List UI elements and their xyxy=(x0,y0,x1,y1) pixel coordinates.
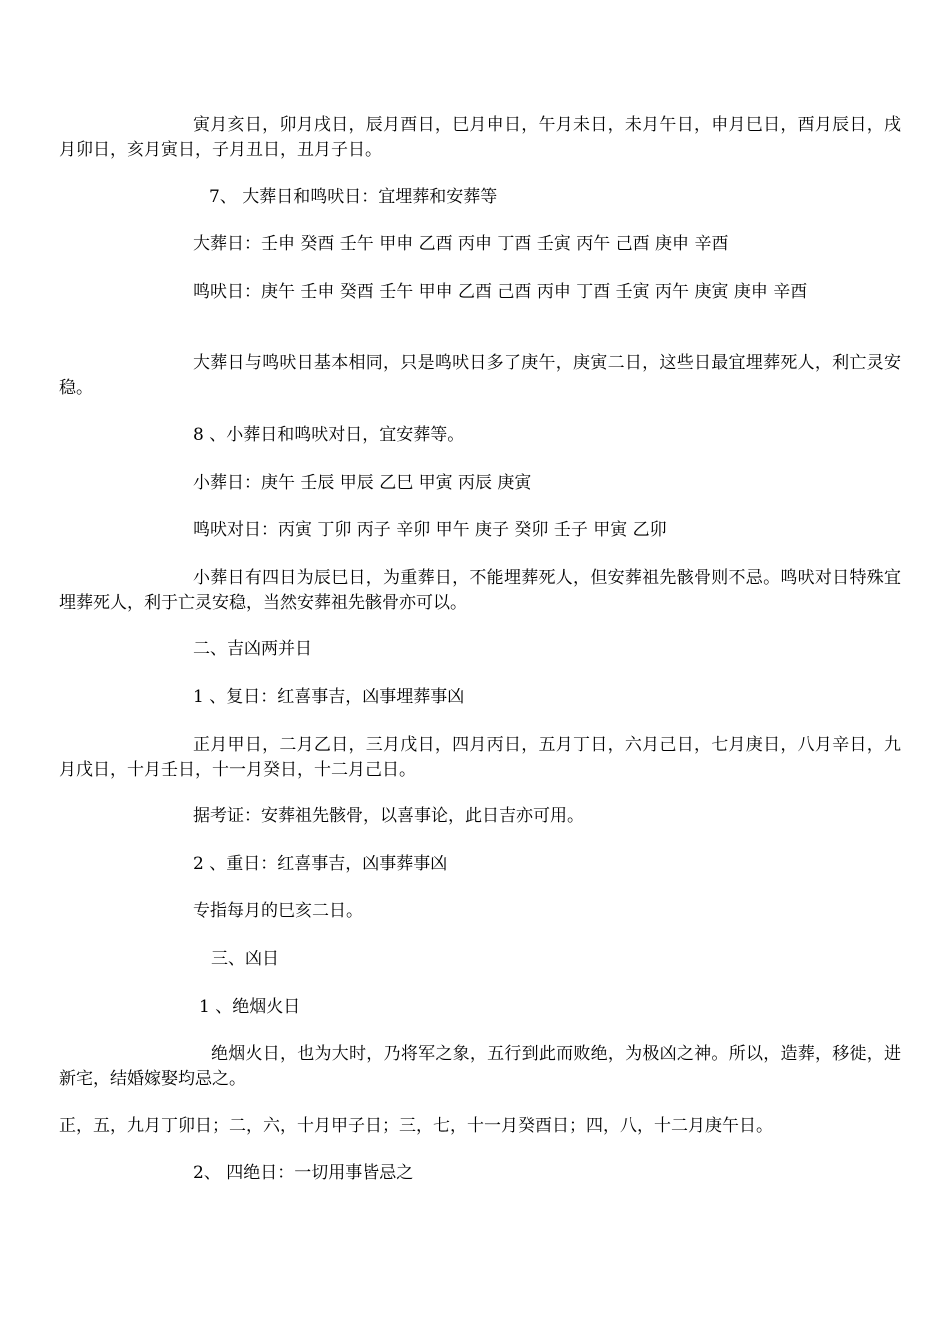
section-heading-3: 三、凶日 xyxy=(211,949,279,969)
heading-item-8: 8 、小葬日和鸣吠对日，宜安葬等。 xyxy=(193,425,465,445)
paragraph-chongday-desc: 专指每月的巳亥二日。 xyxy=(193,901,363,921)
paragraph-month-day-list: 寅月亥日，卯月戌日，辰月酉日，巳月申日，午月未日，未月午日，申月巳日，酉月辰日，戌月卯日，亥月寅日，子月丑日，丑月子日。 xyxy=(59,115,901,160)
heading-sijue: 2、 四绝日：一切用事皆忌之 xyxy=(193,1163,414,1183)
paragraph-jueyanhuo-desc: 绝烟火日，也为大时，乃将军之象，五行到此而败绝，为极凶之神。所以，造葬，移徙，进新宅，结婚嫁娶均忌之。 xyxy=(59,1044,901,1089)
heading-fuday: 1 、复日：红喜事吉，凶事埋葬事凶 xyxy=(193,687,465,707)
paragraph-xiaozang-explanation: 小葬日有四日为辰巳日，为重葬日，不能埋葬死人，但安葬祖先骸骨则不忌。鸣吠对日特殊宜埋葬死人，利于亡灵安稳，当然安葬祖先骸骨亦可以。 xyxy=(59,568,901,613)
heading-item-7: 7、 大葬日和鸣吠日：宜埋葬和安葬等 xyxy=(209,187,498,207)
paragraph-dazang-comparison: 大葬日与鸣吠日基本相同，只是鸣吠日多了庚午，庚寅二日，这些日最宜埋葬死人，利亡灵安稳。 xyxy=(59,353,901,398)
paragraph-fuday-list: 正月甲日，二月乙日，三月戊日，四月丙日，五月丁日，六月己日，七月庚日，八月辛日，九月戊日，十月壬日，十一月癸日，十二月己日。 xyxy=(59,735,901,780)
paragraph-mingfei-days: 鸣吠日：庚午 壬申 癸酉 壬午 甲申 乙酉 己酉 丙申 丁酉 壬寅 丙午 庚寅 庚申 辛酉 xyxy=(193,282,808,302)
paragraph-dazang-days: 大葬日：壬申 癸酉 壬午 甲申 乙酉 丙申 丁酉 壬寅 丙午 己酉 庚申 辛酉 xyxy=(193,234,729,254)
section-heading-2: 二、吉凶两并日 xyxy=(193,639,312,659)
paragraph-fuday-note: 据考证：安葬祖先骸骨，以喜事论，此日吉亦可用。 xyxy=(193,806,584,826)
heading-chongday: 2 、重日：红喜事吉，凶事葬事凶 xyxy=(193,854,448,874)
paragraph-xiaozang-days: 小葬日：庚午 壬辰 甲辰 乙巳 甲寅 丙辰 庚寅 xyxy=(193,473,532,493)
paragraph-jueyanhuo-list: 正，五，九月丁卯日；二，六，十月甲子日；三，七，十一月癸酉日；四，八，十二月庚午日。 xyxy=(59,1116,773,1136)
heading-jueyanhuo: 1 、绝烟火日 xyxy=(199,997,301,1017)
paragraph-mingfei-dui-days: 鸣吠对日：丙寅 丁卯 丙子 辛卯 甲午 庚子 癸卯 壬子 甲寅 乙卯 xyxy=(193,520,667,540)
